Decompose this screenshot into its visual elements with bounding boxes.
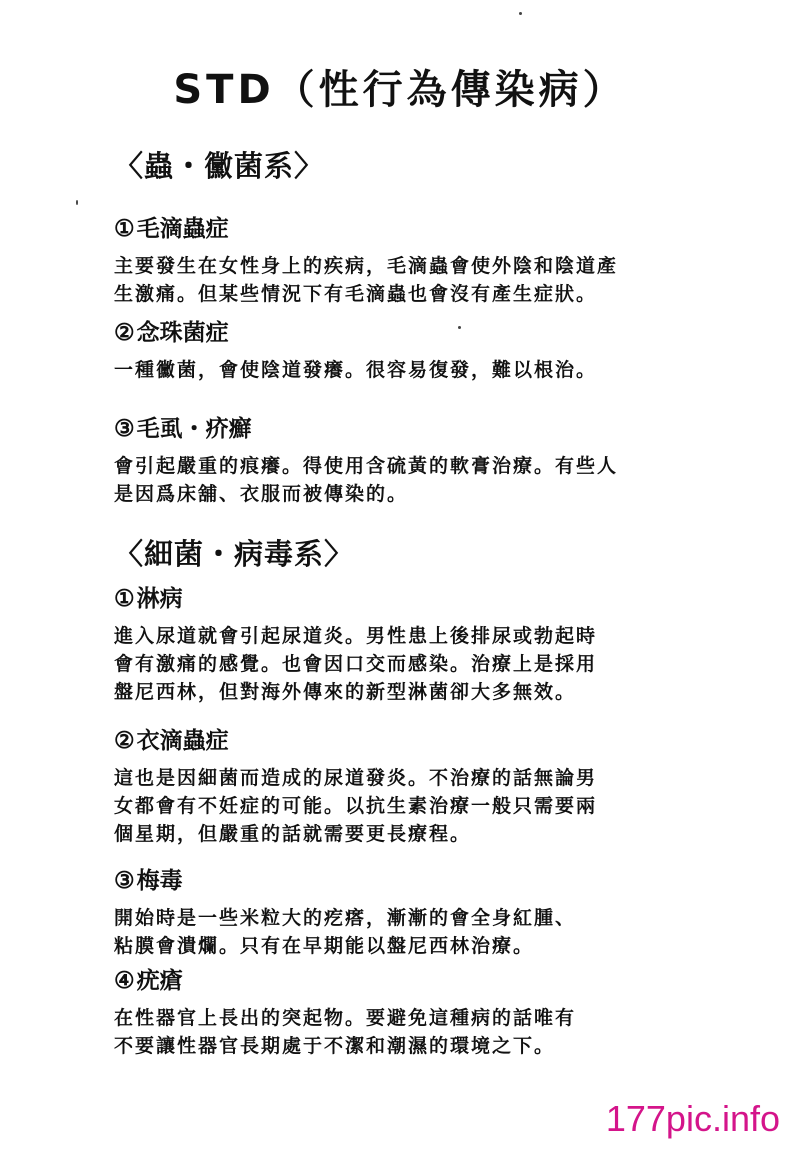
disease-name: 疣瘡: [136, 967, 183, 994]
disease-description: 在性器官上長出的突起物。要避免這種病的話唯有 不要讓性器官長期處于不潔和潮濕的環境之下。: [114, 1007, 577, 1057]
item-number: ②: [114, 727, 135, 754]
disease-name: 念珠菌症: [136, 319, 229, 346]
disease-item-trichomoniasis: [114, 214, 714, 308]
disease-name: 淋病: [136, 585, 183, 612]
disease-title: [114, 584, 714, 614]
disease-item-lice-scabies: [114, 414, 714, 508]
section-bacteria-virus: [114, 534, 754, 574]
item-number: ①: [114, 585, 135, 612]
disease-title: [114, 726, 714, 756]
disease-description: 開始時是一些米粒大的疙瘩，漸漸的會全身紅腫、 粘膜會潰爛。只有在早期能以盤尼西林治療。: [114, 907, 577, 957]
disease-description: 這也是因細菌而造成的尿道發炎。不治療的話無論男 女都會有不妊症的可能。以抗生素治療一般只需要兩 個星期，但嚴重的話就需要更長療程。: [114, 767, 598, 845]
item-number: ③: [114, 867, 135, 894]
disease-item-candidiasis: [114, 318, 714, 384]
watermark-text: 177pic.info: [605, 1098, 780, 1139]
page-title: STD（性行為傳染病）: [173, 67, 627, 113]
item-number: ②: [114, 319, 135, 346]
disease-name: 毛滴蟲症: [136, 215, 229, 242]
disease-item-syphilis: [114, 866, 714, 960]
scan-speck: [458, 326, 461, 329]
scan-speck: [519, 12, 522, 15]
disease-name: 衣滴蟲症: [136, 727, 229, 754]
disease-description: 進入尿道就會引起尿道炎。男性患上後排尿或勃起時 會有激痛的感覺。也會因口交而感染。治療上是採用 盤尼西林，但對海外傳來的新型淋菌卻大多無效。: [114, 625, 598, 703]
disease-description: 一種黴菌，會使陰道發癢。很容易復發，難以根治。: [114, 359, 598, 381]
item-number: ③: [114, 415, 135, 442]
item-number: ①: [114, 215, 135, 242]
disease-item-warts: [114, 966, 714, 1060]
section-parasite-fungus: [114, 146, 754, 186]
section-heading: 〈蟲・黴菌系〉: [114, 149, 325, 183]
section-heading: 〈細菌・病毒系〉: [114, 537, 355, 571]
disease-name: 梅毒: [136, 867, 183, 894]
disease-description: 會引起嚴重的痕癢。得使用含硫黃的軟膏治療。有些人 是因爲床舖、衣服而被傳染的。: [114, 455, 619, 505]
disease-title: [114, 966, 714, 996]
disease-description: 主要發生在女性身上的疾病，毛滴蟲會使外陰和陰道產 生激痛。但某些情況下有毛滴蟲也會沒有產生症狀。: [114, 255, 619, 305]
item-number: ④: [114, 967, 135, 994]
disease-title: [114, 214, 714, 244]
disease-item-gonorrhea: [114, 584, 714, 706]
disease-title: [114, 414, 714, 444]
disease-item-chlamydia: [114, 726, 714, 848]
disease-title: [114, 866, 714, 896]
scan-speck: [76, 200, 78, 205]
disease-name: 毛虱・疥癬: [136, 415, 252, 442]
disease-title: [114, 318, 714, 348]
